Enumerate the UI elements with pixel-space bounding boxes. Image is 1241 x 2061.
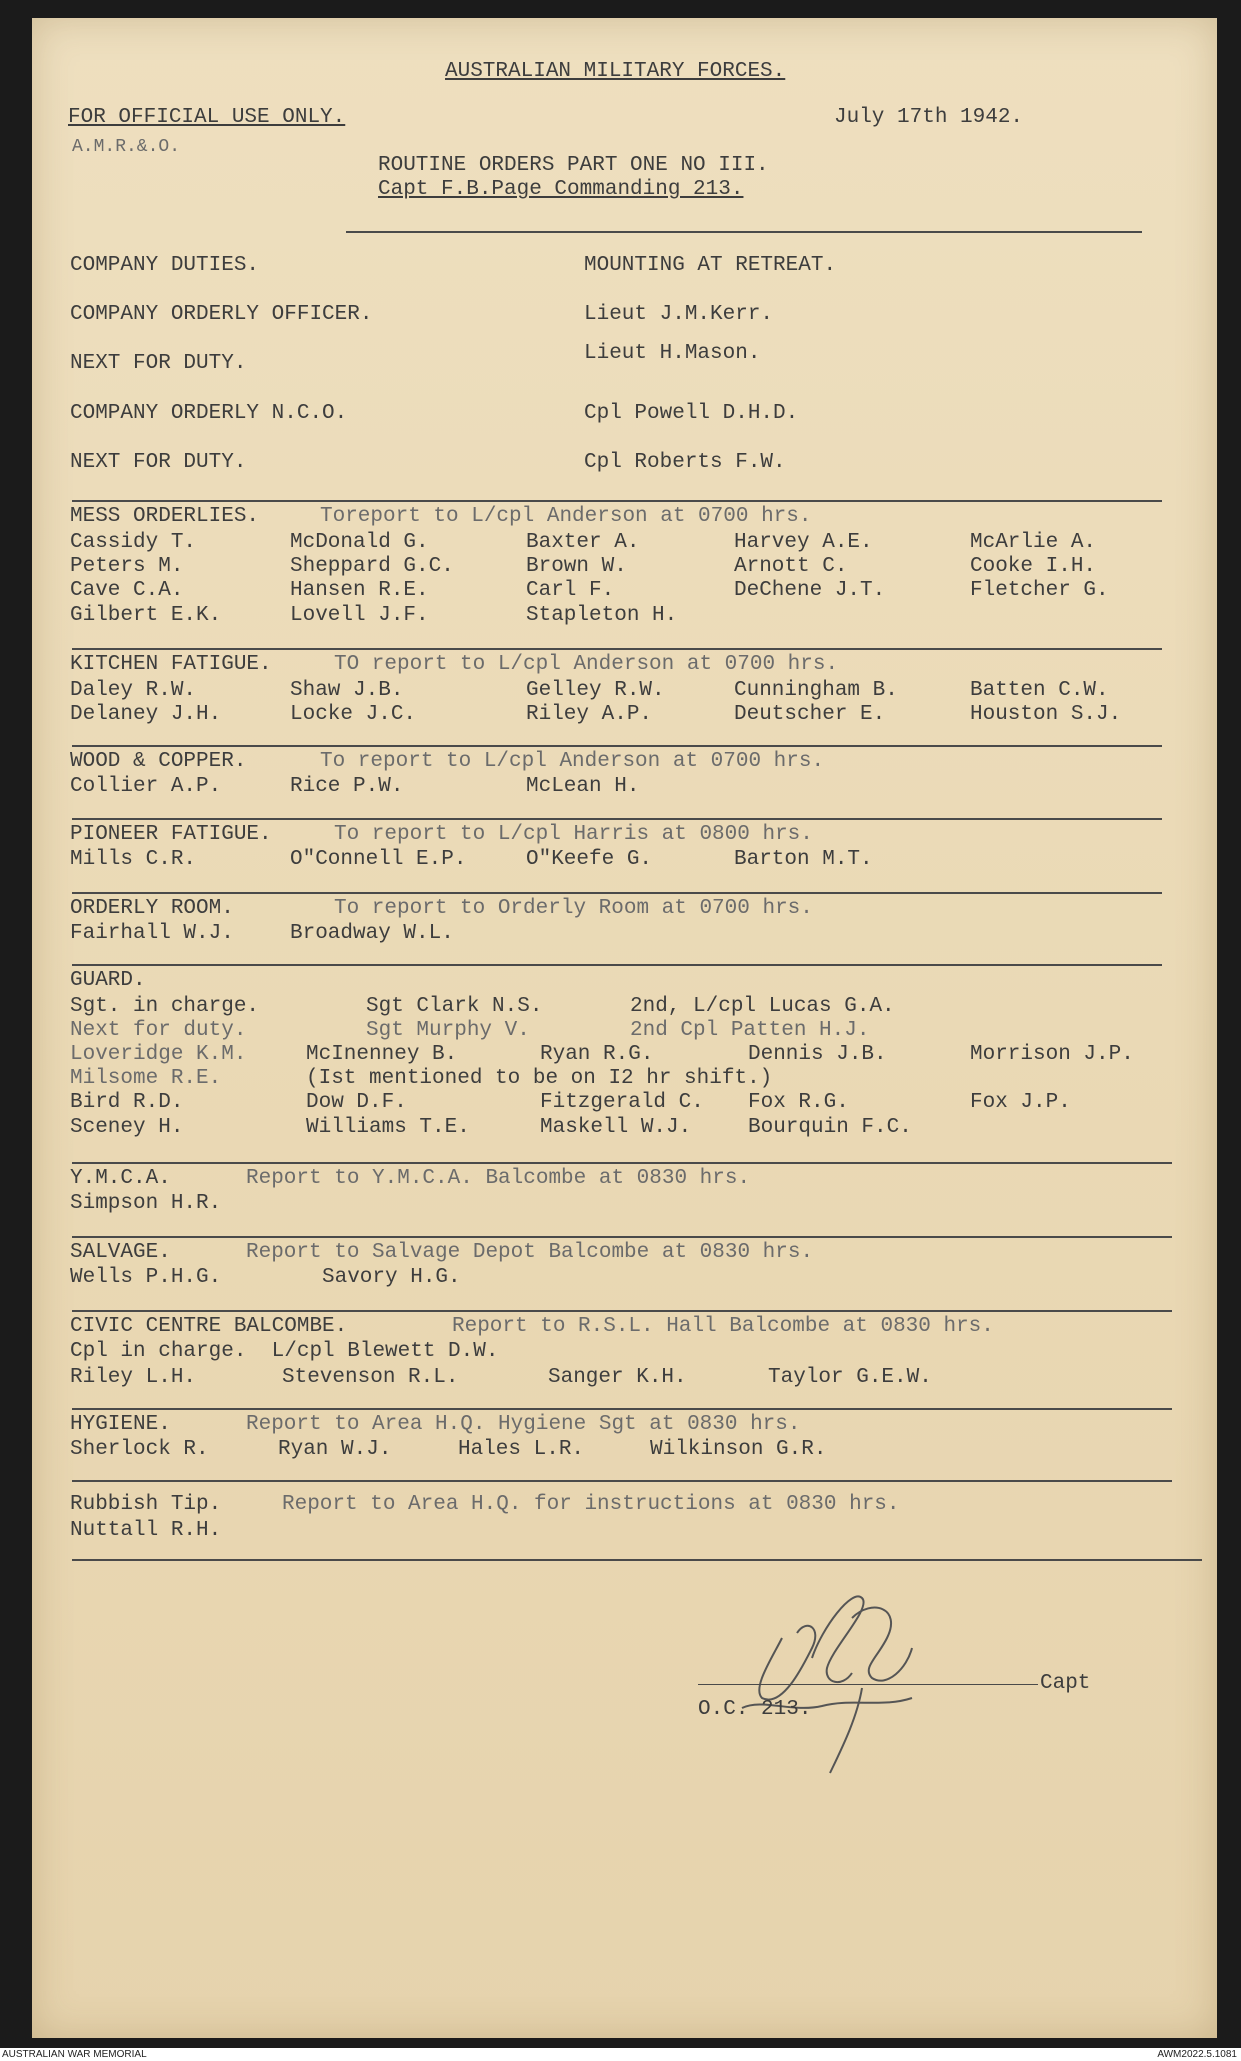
roster-name: Sceney H. [70,1116,184,1139]
roster-name: Cave C.A. [70,579,184,602]
roster-name: Broadway W.L. [290,922,454,945]
roster-name: Lovell J.F. [290,604,429,627]
roster-name: Riley A.P. [526,703,653,726]
section-divider [72,745,1162,747]
section-instruction: TO report to L/cpl Anderson at 0700 hrs. [334,653,839,676]
section-divider [72,1162,1172,1164]
roster-name: Barton M.T. [734,848,873,871]
signature-line [698,1684,1038,1685]
roster-name: Rice P.W. [290,775,404,798]
roster-name: Deutscher E. [734,703,886,726]
section-instruction: Report to Y.M.C.A. Balcombe at 0830 hrs. [246,1167,751,1190]
archive-id: AWM2022.5.1081 [1157,2049,1237,2060]
duty-value: Lieut H.Mason. [584,342,761,365]
section-heading: WOOD & COPPER. [70,750,247,773]
roster-name: Sheppard G.C. [290,555,454,578]
roster-name: Locke J.C. [290,703,417,726]
section-divider [72,500,1162,502]
roster-name: Wells P.H.G. [70,1266,222,1289]
roster-name: Bird R.D. [70,1091,184,1114]
duty-label: COMPANY ORDERLY OFFICER. [70,303,373,326]
roster-name: Daley R.W. [70,679,197,702]
roster-name: Collier A.P. [70,775,222,798]
section-divider [72,964,1162,966]
roster-name: Taylor G.E.W. [768,1366,932,1389]
roster-name: Savory H.G. [322,1266,461,1289]
section-heading: MESS ORDERLIES. [70,505,260,528]
civic-corporal-line: Cpl in charge. L/cpl Blewett D.W. [70,1340,499,1363]
organisation-heading: AUSTRALIAN MILITARY FORCES. [445,60,786,83]
roster-name: Cooke I.H. [970,555,1097,578]
roster-name: Stevenson R.L. [282,1366,459,1389]
duty-label: COMPANY ORDERLY N.C.O. [70,402,348,425]
section-divider [72,1310,1172,1312]
roster-name: Ryan R.G. [540,1043,654,1066]
section-divider [72,892,1162,894]
roster-name: Dow D.F. [306,1091,407,1114]
section-instruction: Toreport to L/cpl Anderson at 0700 hrs. [320,505,812,528]
guard-role-name: Sgt Murphy V. [366,1019,530,1042]
roster-name: DeChene J.T. [734,579,886,602]
roster-name: O"Connell E.P. [290,848,467,871]
duty-label: NEXT FOR DUTY. [70,352,247,375]
roster-name: McLean H. [526,775,640,798]
section-instruction: Report to Salvage Depot Balcombe at 0830 hrs. [246,1241,814,1264]
reference-code: A.M.R.&.O. [72,137,181,157]
roster-name: McInenney B. [306,1043,458,1066]
roster-name: Stapleton H. [526,604,678,627]
roster-name: Cunningham B. [734,679,898,702]
section-divider [72,1559,1202,1561]
roster-name: Houston S.J. [970,703,1122,726]
section-heading: GUARD. [70,969,146,992]
section-heading: PIONEER FATIGUE. [70,823,272,846]
section-heading: SALVAGE. [70,1241,171,1264]
duty-label: COMPANY DUTIES. [70,254,260,277]
section-instruction: Report to R.S.L. Hall Balcombe at 0830 hrs. [452,1315,994,1338]
handwritten-signature [712,1548,972,1778]
roster-name: Morrison J.P. [970,1043,1134,1066]
roster-name: Mills C.R. [70,848,197,871]
guard-note: (Ist mentioned to be on I2 hr shift.) [306,1067,773,1090]
roster-name: Sherlock R. [70,1438,209,1461]
roster-name: Gilbert E.K. [70,604,222,627]
duty-value: Cpl Roberts F.W. [584,451,786,474]
section-instruction: Report to Area H.Q. for instructions at 0830 hrs. [282,1493,900,1516]
duty-value: Cpl Powell D.H.D. [584,402,799,425]
section-divider [72,818,1162,820]
section-heading: CIVIC CENTRE BALCOMBE. [70,1315,348,1338]
commander-line: Capt F.B.Page Commanding 213. [378,178,744,201]
roster-name: Gelley R.W. [526,679,665,702]
roster-name: McDonald G. [290,531,429,554]
section-instruction: To report to L/cpl Harris at 0800 hrs. [334,823,813,846]
section-divider [72,1408,1172,1410]
guard-role-label: Next for duty. [70,1019,247,1042]
roster-name: Fox R.G. [748,1091,849,1114]
roster-name: Maskell W.J. [540,1116,692,1139]
roster-name: Baxter A. [526,531,640,554]
roster-name: Williams T.E. [306,1116,470,1139]
roster-name: Nuttall R.H. [70,1519,222,1542]
roster-name: Bourquin F.C. [748,1116,912,1139]
archive-name: AUSTRALIAN WAR MEMORIAL [2,2049,147,2060]
section-instruction: Report to Area H.Q. Hygiene Sgt at 0830 hrs. [246,1413,801,1436]
roster-name: Riley L.H. [70,1366,197,1389]
roster-name: McArlie A. [970,531,1097,554]
roster-name: Delaney J.H. [70,703,222,726]
signatory-rank: Capt [1040,1672,1091,1695]
roster-name: Batten C.W. [970,679,1109,702]
document-page [32,18,1217,2038]
signatory-unit: O.C. 213. [698,1698,812,1721]
guard-second: 2nd, L/cpl Lucas G.A. [630,995,895,1018]
section-heading: KITCHEN FATIGUE. [70,653,272,676]
header-divider [346,231,1142,233]
roster-name: Ryan W.J. [278,1438,392,1461]
roster-name: Dennis J.B. [748,1043,887,1066]
roster-name: O"Keefe G. [526,848,653,871]
roster-name: Brown W. [526,555,627,578]
guard-role-name: Sgt Clark N.S. [366,995,543,1018]
section-divider [72,648,1162,650]
roster-name: Fox J.P. [970,1091,1071,1114]
roster-name: Cassidy T. [70,531,197,554]
section-heading: Rubbish Tip. [70,1493,222,1516]
section-divider [72,1480,1172,1482]
section-heading: ORDERLY ROOM. [70,897,234,920]
roster-name: Hales L.R. [458,1438,585,1461]
roster-name: Arnott C. [734,555,848,578]
classification-label: FOR OFFICIAL USE ONLY. [68,106,346,129]
roster-name: Fairhall W.J. [70,922,234,945]
roster-name: Shaw J.B. [290,679,404,702]
roster-name: Carl F. [526,579,615,602]
roster-name: Simpson H.R. [70,1192,222,1215]
roster-name: Fitzgerald C. [540,1091,704,1114]
order-date: July 17th 1942. [834,106,1024,129]
roster-name: Wilkinson G.R. [650,1438,827,1461]
duty-value: MOUNTING AT RETREAT. [584,254,837,277]
section-instruction: To report to L/cpl Anderson at 0700 hrs. [320,750,825,773]
roster-name: Peters M. [70,555,184,578]
roster-name: Milsome R.E. [70,1067,222,1090]
orders-title: ROUTINE ORDERS PART ONE NO III. [378,154,769,177]
duty-value: Lieut J.M.Kerr. [584,303,774,326]
section-heading: Y.M.C.A. [70,1167,171,1190]
roster-name: Loveridge K.M. [70,1043,247,1066]
section-instruction: To report to Orderly Room at 0700 hrs. [334,897,813,920]
roster-name: Sanger K.H. [548,1366,687,1389]
guard-second: 2nd Cpl Patten H.J. [630,1019,870,1042]
section-divider [72,1236,1172,1238]
guard-role-label: Sgt. in charge. [70,995,260,1018]
duty-label: NEXT FOR DUTY. [70,451,247,474]
archive-footer [0,2048,1241,2061]
roster-name: Harvey A.E. [734,531,873,554]
section-heading: HYGIENE. [70,1413,171,1436]
roster-name: Hansen R.E. [290,579,429,602]
roster-name: Fletcher G. [970,579,1109,602]
